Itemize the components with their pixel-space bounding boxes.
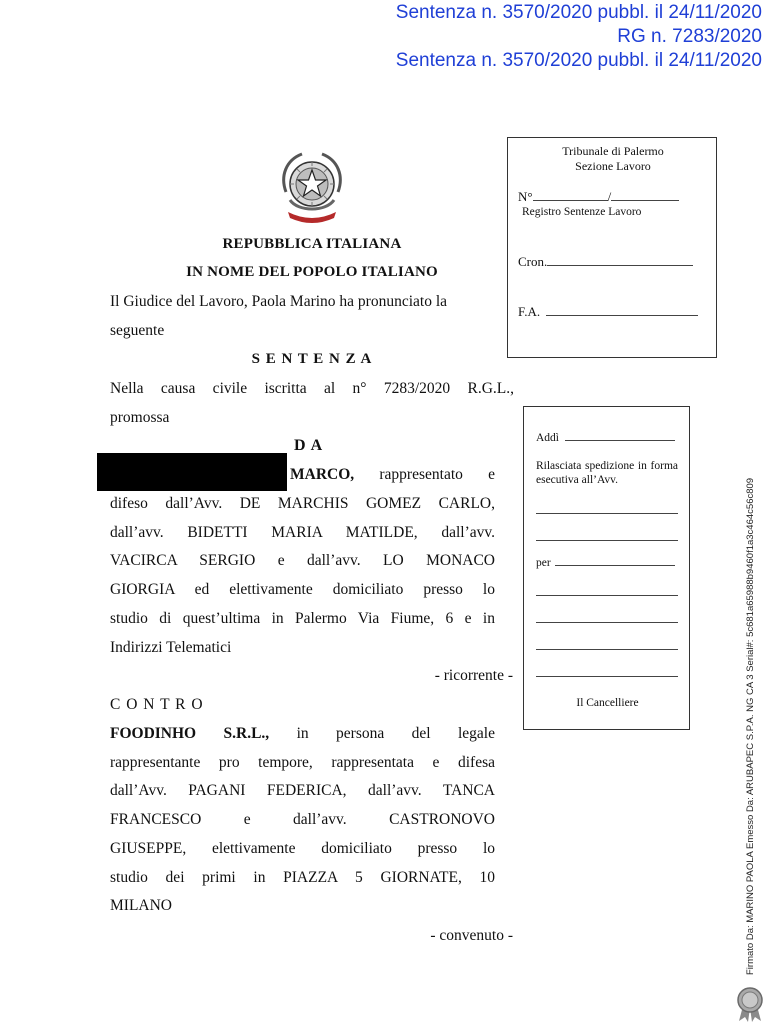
ricorrente-role: - ricorrente - bbox=[434, 667, 513, 684]
republic-heading: REPUBBLICA ITALIANA bbox=[222, 236, 402, 252]
digital-signature-text: Firmato Da: MARINO PAOLA Emesso Da: ARUBAPEC S.P.A. NG CA 3 Serial#: 5c681a65988b9460f1a3c464c56c809 bbox=[745, 477, 756, 975]
registry-year-blank bbox=[611, 200, 679, 201]
text-line: FRANCESCO e dall’avv. CASTRONOVO bbox=[110, 811, 495, 829]
text-line: studio dei primi in PIAZZA 5 GIORNATE, 10 bbox=[110, 868, 495, 886]
da-heading: D A bbox=[294, 437, 324, 454]
cron-label: Cron. bbox=[518, 254, 548, 269]
registry-number-label: N° bbox=[518, 189, 533, 204]
cron-row bbox=[518, 254, 693, 270]
execution-blank-line bbox=[536, 530, 678, 545]
addi-blank bbox=[565, 440, 675, 441]
text-line: dall’Avv. PAGANI FEDERICA, dall’avv. TANCA bbox=[110, 782, 495, 800]
cause-promossa: promossa bbox=[110, 409, 170, 426]
per-label: per bbox=[536, 557, 551, 569]
registry-label: Registro Sentenze Lavoro bbox=[522, 206, 642, 218]
signature-seal-icon bbox=[734, 986, 766, 1022]
judge-line-continued: seguente bbox=[110, 322, 165, 339]
registry-court: Tribunale di Palermo bbox=[562, 144, 664, 158]
execution-box bbox=[523, 406, 690, 730]
execution-blank-line bbox=[536, 666, 678, 681]
addi-label: Addì bbox=[536, 432, 559, 444]
text-line: VACIRCA SERGIO e dall’avv. LO MONACO bbox=[110, 552, 495, 570]
cause-intro: Nella causa civile iscritta al n° 7283/2020 R.G.L., bbox=[110, 380, 514, 397]
defendant-lines bbox=[110, 720, 495, 921]
redacted-name-bar bbox=[97, 453, 287, 491]
text-line: dall’avv. BIDETTI MARIA MATILDE, dall’avv. bbox=[110, 523, 495, 541]
italian-republic-emblem-icon bbox=[272, 146, 352, 226]
plaintiff-lawyers bbox=[110, 490, 495, 662]
addi-row bbox=[536, 432, 675, 444]
execution-blank-line bbox=[536, 503, 678, 518]
text-line: Indirizzi Telematici bbox=[110, 638, 232, 656]
defendant-company: FOODINHO S.R.L., bbox=[110, 725, 270, 742]
judge-line: Il Giudice del Lavoro, Paola Marino ha pronunciato la bbox=[110, 293, 448, 310]
issued-text: Rilasciata spedizione in forma esecutiva all’Avv. bbox=[536, 460, 678, 486]
registry-number-separator: / bbox=[607, 189, 612, 204]
execution-blank-line bbox=[536, 612, 678, 627]
text-line: GIORGIA ed elettivamente domiciliato presso lo bbox=[110, 581, 495, 599]
registry-section: Sezione Lavoro bbox=[575, 159, 651, 173]
per-blank bbox=[555, 565, 675, 566]
publication-stamp-line-2: Sentenza n. 3570/2020 pubbl. il 24/11/2020 bbox=[395, 50, 762, 71]
defendant-representation: in persona del legale bbox=[296, 725, 495, 742]
contro-heading: C O N T R O bbox=[110, 696, 204, 713]
text-line: studio di quest’ultima in Palermo Via Fiume, 6 e in bbox=[110, 609, 495, 627]
publication-stamp-line-1: Sentenza n. 3570/2020 pubbl. il 24/11/2020 bbox=[395, 2, 762, 23]
text-line: GIUSEPPE, elettivamente domiciliato presso lo bbox=[110, 839, 495, 857]
registry-number-row bbox=[518, 189, 679, 205]
per-row bbox=[536, 557, 675, 569]
cron-blank bbox=[547, 265, 693, 266]
fa-label: F.A. bbox=[518, 304, 541, 319]
sentenza-heading: S E N T E N Z A bbox=[251, 351, 373, 367]
cause-line bbox=[110, 375, 514, 404]
clerk-label: Il Cancelliere bbox=[576, 697, 639, 709]
text-line: difeso dall’Avv. DE MARCHIS GOMEZ CARLO, bbox=[110, 495, 495, 512]
convenuto-role: - convenuto - bbox=[430, 927, 513, 944]
fa-row bbox=[518, 304, 698, 320]
registry-box bbox=[507, 137, 717, 358]
execution-blank-line bbox=[536, 639, 678, 654]
text-line: rappresentante pro tempore, rappresentata e difesa bbox=[110, 753, 495, 771]
plaintiff-line bbox=[290, 461, 495, 490]
case-number-stamp: RG n. 7283/2020 bbox=[617, 26, 762, 47]
fa-blank bbox=[546, 315, 698, 316]
plaintiff-representation: rappresentato e bbox=[379, 466, 495, 483]
text-line: MILANO bbox=[110, 897, 172, 915]
people-heading: IN NOME DEL POPOLO ITALIANO bbox=[186, 264, 438, 280]
plaintiff-name: MARCO, bbox=[290, 466, 355, 483]
execution-blank-line bbox=[536, 585, 678, 600]
registry-number-blank bbox=[533, 200, 608, 201]
